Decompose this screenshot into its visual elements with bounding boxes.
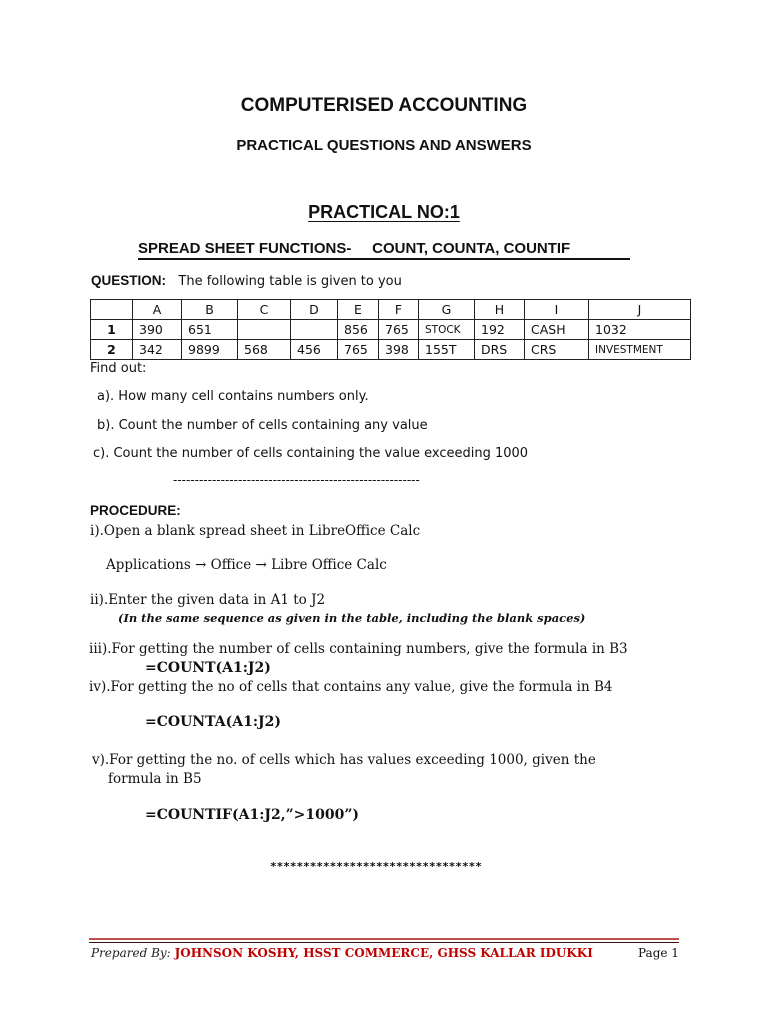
table-cell: 390 [133,320,182,340]
table-cell: DRS [475,340,525,360]
procedure-step-2: ii).Enter the given data in A1 to J2 [90,592,326,608]
footer-rule [89,938,679,940]
table-cell: 155T [419,340,475,360]
question-text: The following table is given to you [178,274,402,289]
table-cell: 856 [338,320,379,340]
procedure-step-3: iii).For getting the number of cells containing numbers, give the formula in B3 [89,641,628,657]
topic-heading: SPREAD SHEET FUNCTIONS- COUNT, COUNTA, COUNTIF [138,240,630,260]
document-subtitle: PRACTICAL QUESTIONS AND ANSWERS [236,137,532,154]
column-header: H [475,300,525,320]
column-header: C [238,300,291,320]
table-cell [238,320,291,340]
table-cell: 342 [133,340,182,360]
data-table [90,299,691,360]
row-number: 1 [91,320,133,340]
practical-number-text: PRACTICAL NO:1 [308,202,460,222]
table-header-row [91,300,691,320]
procedure-step-1: i).Open a blank spread sheet in LibreOffice Calc [90,523,421,539]
find-out-item: b). Count the number of cells containing any value [97,418,428,433]
table-cell: 765 [338,340,379,360]
column-header: F [379,300,419,320]
table-cell: 192 [475,320,525,340]
end-mark: ******************************** [270,860,482,873]
question-label: QUESTION: [91,273,167,288]
table-row [91,320,691,340]
table-cell: 398 [379,340,419,360]
footer-prepared [91,946,593,960]
footer-rule-thin [89,942,679,943]
procedure-label: PROCEDURE: [90,503,181,518]
practical-number [0,202,768,223]
column-header: D [291,300,338,320]
row-number: 2 [91,340,133,360]
column-header: E [338,300,379,320]
column-header: I [525,300,589,320]
menu-path: Applications → Office → Libre Office Calc [106,557,387,573]
table-cell [291,320,338,340]
table-row [91,340,691,360]
table-cell: INVESTMENT [589,340,691,360]
find-out-item: c). Count the number of cells containing the value exceeding 1000 [93,446,529,461]
table-cell: 456 [291,340,338,360]
column-header: A [133,300,182,320]
procedure-step-5-cont: formula in B5 [108,771,202,787]
formula-countif: =COUNTIF(A1:J2,”>1000”) [145,807,360,823]
column-header: B [182,300,238,320]
column-header: J [589,300,691,320]
find-out-label: Find out: [90,361,147,376]
table-cell: 568 [238,340,291,360]
table-cell: CASH [525,320,589,340]
table-cell: 651 [182,320,238,340]
question-line [91,273,402,289]
table-cell: 765 [379,320,419,340]
document-title: COMPUTERISED ACCOUNTING [240,95,528,116]
table-cell: 9899 [182,340,238,360]
column-header: G [419,300,475,320]
table-corner-cell [91,300,133,320]
table-cell: STOCK [419,320,475,340]
prepared-label: Prepared By: [91,946,171,960]
table-cell: CRS [525,340,589,360]
procedure-step-5: v).For getting the no. of cells which has values exceeding 1000, given the [92,752,596,768]
page-number: Page 1 [638,946,679,960]
formula-count: =COUNT(A1:J2) [145,660,271,676]
divider-line: --------------------------------------------------------- [173,473,420,487]
formula-counta: =COUNTA(A1:J2) [145,714,281,730]
table-cell: 1032 [589,320,691,340]
find-out-item: a). How many cell contains numbers only. [97,389,369,404]
procedure-step-2-note: (In the same sequence as given in the table, including the blank spaces) [118,611,586,625]
procedure-step-4: iv).For getting the no of cells that contains any value, give the formula in B4 [89,679,613,695]
prepared-by: JOHNSON KOSHY, HSST COMMERCE, GHSS KALLAR IDUKKI [174,946,593,960]
